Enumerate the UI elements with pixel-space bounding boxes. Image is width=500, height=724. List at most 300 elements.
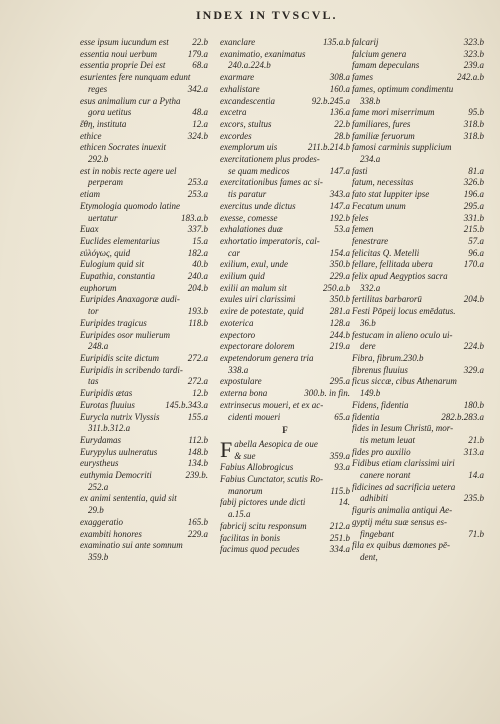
entry-term: ethice (80, 130, 102, 141)
entry-term: 234.a (360, 154, 381, 165)
entry-term: euthymia Democriti (80, 470, 152, 481)
index-entry (352, 400, 484, 412)
entry-term: ficus siccæ, cibus Athenarum (352, 376, 457, 387)
index-entry (80, 294, 208, 306)
entry-term: gora uetitus (88, 107, 132, 118)
page-reference: 337.b (187, 224, 208, 235)
index-entry (220, 400, 350, 412)
page-reference: 251.b (329, 532, 350, 543)
entry-term: fabij pictores unde dicti (220, 497, 306, 508)
index-entry (220, 201, 350, 213)
entry-term: fenestrare (352, 235, 389, 246)
page-reference: 250.a.b (323, 282, 350, 293)
entry-term: fidentia (352, 411, 380, 422)
index-entry (220, 236, 350, 248)
page-reference: 253.a (187, 189, 208, 200)
entry-term: fatum, necessitas (352, 177, 414, 188)
index-entry (352, 552, 484, 564)
index-entry (352, 353, 484, 365)
index-entry (80, 435, 208, 447)
entry-term: Fabius Allobrogicus (220, 462, 294, 473)
entry-term: expostulare (220, 376, 262, 387)
page-reference: 170.a (463, 259, 484, 270)
index-entry (352, 72, 484, 84)
entry-term: exesse, comesse (220, 212, 278, 223)
entry-term: Euax (80, 224, 99, 235)
entry-term: dent, (360, 551, 378, 562)
entry-term: 338.b (360, 95, 381, 106)
index-entry (220, 509, 350, 521)
entry-term: fellare, fellitada ubera (352, 259, 433, 270)
entry-term: fides in Iesum Christū, mor- (352, 423, 454, 434)
index-entry (352, 376, 484, 388)
page-reference: 323.b (463, 37, 484, 47)
page-reference: 196.a (463, 189, 484, 200)
index-entry (220, 271, 350, 283)
index-entry (352, 283, 484, 295)
page-reference: 147.a (329, 165, 350, 176)
entry-term: exules uiri clarissimi (220, 294, 296, 305)
index-entry (80, 517, 208, 529)
index-entry (80, 177, 208, 189)
index-column-1 (80, 37, 208, 564)
page-reference: 239.a (463, 60, 484, 71)
index-entry (220, 96, 350, 108)
index-entry (80, 458, 208, 470)
entry-term: 240.a.224.b (228, 60, 271, 71)
index-entry (352, 388, 484, 400)
page-reference: 313.a (463, 446, 484, 457)
index-entry (80, 84, 208, 96)
index-entry (220, 248, 350, 260)
index-entry (352, 119, 484, 131)
entry-term: esus animalium cur a Pytha (80, 95, 181, 106)
index-entry (80, 37, 208, 49)
index-entry (220, 84, 350, 96)
entry-term: expectoro (220, 329, 256, 340)
entry-term: Eurotas fluuius (80, 399, 135, 410)
page-reference: 272.a (187, 352, 208, 363)
index-entry (352, 107, 484, 119)
page-reference: 282.b.283.a (441, 411, 484, 422)
entry-term: tis paratur (228, 189, 267, 200)
index-entry (80, 353, 208, 365)
entry-term: fides pro auxilio (352, 446, 411, 457)
entry-term: exanclare (220, 37, 256, 47)
index-entry (220, 388, 350, 400)
index-entry (352, 201, 484, 213)
index-entry (352, 259, 484, 271)
index-entry (80, 189, 208, 201)
index-entry (80, 376, 208, 388)
entry-term: fames (352, 72, 373, 83)
index-entry (80, 365, 208, 377)
page-reference: 183.a.b (181, 212, 208, 223)
entry-term: excors, stultus (220, 118, 272, 129)
index-entry (220, 330, 350, 342)
page-reference: 57.a (468, 235, 484, 246)
entry-term: car (228, 247, 240, 258)
entry-term: eurystheus (80, 458, 119, 469)
index-entry (352, 84, 484, 96)
index-entry (80, 552, 208, 564)
entry-term: externa bona (220, 388, 268, 399)
entry-term: extrinsecus moueri, et ex ac- (220, 399, 324, 410)
entry-term: 292.b (88, 154, 109, 165)
index-entry (80, 131, 208, 143)
entry-term: femen (352, 224, 374, 235)
entry-term: Euripidis ætas (80, 388, 133, 399)
section-letter: F (282, 425, 288, 436)
index-entry (80, 142, 208, 154)
entry-term: facilitas in bonis (220, 532, 281, 543)
entry-term: essentia noui uerbum (80, 48, 157, 59)
page-reference: 180.b (463, 399, 484, 410)
index-entry (352, 224, 484, 236)
page-reference: 329.a (463, 364, 484, 375)
index-entry (352, 189, 484, 201)
index-entry (352, 318, 484, 330)
index-entry (220, 60, 350, 72)
entry-term: uertatur (88, 212, 118, 223)
index-entry (220, 154, 350, 166)
entry-term: figuris animalia antiqui Ae- (352, 505, 453, 516)
index-entry (220, 37, 350, 49)
entry-term: perperam (88, 177, 123, 188)
page-reference: 242.a.b (457, 72, 484, 83)
page-reference: 12.b (192, 388, 208, 399)
page-reference: 350.b (329, 294, 350, 305)
index-entry (80, 72, 208, 84)
index-entry (220, 497, 350, 509)
page-reference: 318.b (463, 118, 484, 129)
index-entry (80, 213, 208, 225)
index-entry (352, 517, 484, 529)
index-entry (220, 533, 350, 545)
entry-term: ἔθη, instituta (80, 118, 127, 129)
index-entry (352, 482, 484, 494)
index-entry (80, 318, 208, 330)
entry-term: 36.b (360, 317, 376, 328)
page-reference: 179.a (187, 48, 208, 59)
index-entry (220, 189, 350, 201)
page-reference: 53.a (334, 224, 350, 235)
page-reference: 359.a (329, 450, 350, 461)
page-header: INDEX IN TVSCVL. (196, 8, 338, 22)
page-reference: 324.b (187, 130, 208, 141)
page-reference: 28.b (334, 130, 350, 141)
index-entry (352, 213, 484, 225)
page-reference: 253.a (187, 177, 208, 188)
index-entry (220, 142, 350, 154)
entry-term: adhibiti (360, 493, 389, 504)
index-entry (220, 294, 350, 306)
page-reference: 135.a.b (323, 37, 350, 47)
page-reference: 212.a (329, 520, 350, 531)
index-entry (80, 119, 208, 131)
page-reference: 22.b (334, 118, 350, 129)
page-reference: 300.b. in fin. (304, 388, 350, 399)
entry-term: Euripides tragicus (80, 317, 147, 328)
index-entry (80, 49, 208, 61)
page-reference: 71.b (468, 528, 484, 539)
index-entry (352, 177, 484, 189)
page-reference: 134.b (187, 458, 208, 469)
page-reference: 240.a (187, 271, 208, 282)
entry-term: Fabius Cunctator, scutis Ro- (220, 474, 323, 485)
entry-term: exilium quid (220, 271, 265, 282)
page-reference: 182.a (187, 247, 208, 258)
index-entry (352, 493, 484, 505)
page-reference: 229.a (187, 528, 208, 539)
page-reference: 21.b (468, 434, 484, 445)
index-entry (80, 107, 208, 119)
entry-term: abella Aesopica de oue (234, 438, 318, 449)
entry-term: Eurypylus uulneratus (80, 446, 158, 457)
entry-term: exoterica (220, 317, 254, 328)
index-entry (352, 236, 484, 248)
entry-term: 359.b (88, 551, 109, 562)
index-entry (80, 201, 208, 213)
index-entry (352, 505, 484, 517)
entry-term: examinatio sui ante somnum (80, 540, 183, 551)
index-entry (352, 423, 484, 435)
index-entry (220, 521, 350, 533)
index-entry (220, 365, 350, 377)
entry-term: 311.b.312.a (88, 423, 131, 434)
index-entry (220, 474, 350, 486)
index-entry (80, 505, 208, 517)
index-entry (220, 119, 350, 131)
index-entry (220, 353, 350, 365)
entry-term: expectorare dolorem (220, 341, 295, 352)
index-entry (80, 283, 208, 295)
index-entry (352, 529, 484, 541)
index-entry (352, 412, 484, 424)
entry-term: fingebant (360, 528, 394, 539)
page-reference: 193.b (187, 306, 208, 317)
entry-term: festucam in alieno oculo ui- (352, 329, 453, 340)
index-entry (80, 482, 208, 494)
page-reference: 272.a (187, 376, 208, 387)
entry-term: fila ex quibus dæmones pē- (352, 540, 450, 551)
page-reference: 204.b (187, 282, 208, 293)
index-entry (352, 96, 484, 108)
index-entry (352, 271, 484, 283)
entry-term: εὐλόγως, quid (80, 247, 131, 258)
entry-term: Euclides elementarius (80, 235, 160, 246)
page-reference: 112.b (188, 434, 208, 445)
page-reference: 192.b (329, 212, 350, 223)
page-reference: 318.b (463, 130, 484, 141)
index-entry (220, 131, 350, 143)
entry-term: excandescentia (220, 95, 275, 106)
entry-term: exambiti honores (80, 528, 142, 539)
page-reference: 219.a (329, 341, 350, 352)
entry-term: Eurycla nutrix Vlyssis (80, 411, 160, 422)
entry-term: famosi carminis supplicium (352, 142, 452, 153)
index-entry (352, 365, 484, 377)
index-entry (352, 435, 484, 447)
page-reference: 244.b (329, 329, 350, 340)
entry-term: excordes (220, 130, 252, 141)
page-reference: 342.a (187, 83, 208, 94)
page-reference: 229.a (329, 271, 350, 282)
index-entry (352, 341, 484, 353)
index-entry (220, 306, 350, 318)
index-entry (80, 529, 208, 541)
entry-term: exhortatio imperatoris, cal- (220, 235, 320, 246)
index-entry (220, 224, 350, 236)
page-reference: 15.a (192, 235, 208, 246)
index-entry (80, 470, 208, 482)
index-entry (220, 49, 350, 61)
entry-term: esse ipsum iucundum est (80, 37, 169, 47)
entry-term: est in nobis recte agere uel (80, 165, 177, 176)
index-entry (352, 540, 484, 552)
index-entry (220, 451, 350, 463)
page-reference: 326.b (463, 177, 484, 188)
index-entry (352, 60, 484, 72)
entry-term: Euripides osor mulierum (80, 329, 170, 340)
entry-term: excetra (220, 107, 247, 118)
index-entry (352, 294, 484, 306)
entry-term: exercitus unde dictus (220, 200, 296, 211)
page-reference: 331.b (463, 212, 484, 223)
page-reference: 95.b (468, 107, 484, 118)
drop-cap: F (220, 436, 233, 462)
entry-term: Euripides Anaxagoræ audi- (80, 294, 180, 305)
index-entry (352, 447, 484, 459)
page-reference: 343.a (329, 189, 350, 200)
page-reference: 145.b.343.a (165, 399, 208, 410)
entry-term: Euripidis scite dictum (80, 352, 159, 363)
page-reference: 118.b (188, 317, 208, 328)
index-entry (80, 154, 208, 166)
index-entry (80, 540, 208, 552)
index-entry (220, 107, 350, 119)
entry-term: exercitationem plus prodes- (220, 154, 320, 165)
entry-term: fato stat Iuppiter ipse (352, 189, 430, 200)
entry-term: essentia proprie Dei est (80, 60, 166, 71)
page-reference: 147.a (329, 200, 350, 211)
entry-term: exanimatio, exanimatus (220, 48, 306, 59)
entry-term: exarmare (220, 72, 255, 83)
page-reference: 14.a (468, 470, 484, 481)
entry-term: 29.b (88, 505, 104, 516)
index-entry (220, 318, 350, 330)
page-reference: 128.a (329, 317, 350, 328)
page-reference: 115.b (330, 485, 350, 496)
entry-term: fasti (352, 165, 368, 176)
index-column-2 (220, 37, 350, 556)
entry-term: exhalationes duæ (220, 224, 283, 235)
entry-term: exemplorum uis (220, 142, 278, 153)
entry-term: euphorum (80, 282, 117, 293)
entry-term: exilii an malum sit (220, 282, 287, 293)
index-entry (352, 248, 484, 260)
page-reference: 224.b (463, 341, 484, 352)
entry-term: exercitationibus fames ac si- (220, 177, 323, 188)
index-entry (352, 458, 484, 470)
page-reference: 165.b (187, 516, 208, 527)
entry-term: 252.a (88, 481, 109, 492)
index-entry (80, 306, 208, 318)
entry-term: famam depeculans (352, 60, 420, 71)
page-reference: 148.b (187, 446, 208, 457)
index-entry (80, 330, 208, 342)
index-entry (220, 72, 350, 84)
index-entry (352, 306, 484, 318)
entry-term: se quam medicos (228, 165, 290, 176)
index-entry (220, 259, 350, 271)
page-reference: 136.a (329, 107, 350, 118)
page-reference: 308.a (329, 72, 350, 83)
page-reference: 12.a (192, 118, 208, 129)
index-entry (80, 236, 208, 248)
page-reference: 295.a (463, 200, 484, 211)
page-reference: 65.a (334, 411, 350, 422)
index-entry (220, 462, 350, 474)
index-entry (80, 388, 208, 400)
entry-term: Eupathia, constantia (80, 271, 155, 282)
index-entry (220, 376, 350, 388)
page-reference: 48.a (192, 107, 208, 118)
entry-term: fertilitas barbarorū (352, 294, 422, 305)
entry-term: tas (88, 376, 99, 387)
index-entry (80, 423, 208, 435)
entry-term: falcium genera (352, 48, 407, 59)
entry-term: exilium, exul, unde (220, 259, 288, 270)
entry-term: exire de potestate, quid (220, 306, 304, 317)
entry-term: ethicen Socrates inuexit (80, 142, 166, 153)
entry-term: fabricij scitu responsum (220, 520, 307, 531)
entry-term: Festi Pōpeij locus emēdatus. (352, 306, 456, 317)
entry-term: falcarij (352, 37, 379, 47)
index-entry (352, 131, 484, 143)
page-reference: 81.a (468, 165, 484, 176)
index-entry (80, 341, 208, 353)
page-reference: 93.a (334, 462, 350, 473)
index-entry (80, 248, 208, 260)
index-entry (220, 412, 350, 424)
entry-term: etiam (80, 189, 100, 200)
entry-term: familiares, fures (352, 118, 411, 129)
entry-term: tor (88, 306, 99, 317)
entry-term: Eulogium quid sit (80, 259, 145, 270)
entry-term: felix apud Aegyptios sacra (352, 271, 448, 282)
index-entry (352, 330, 484, 342)
page-reference: 239.b. (185, 470, 208, 481)
page-reference: 295.a (329, 376, 350, 387)
entry-term: Fecatum unum (352, 200, 406, 211)
entry-term: canere norant (360, 470, 411, 481)
entry-term: felicitas Q. Metelli (352, 247, 420, 258)
index-entry (220, 486, 350, 498)
entry-term: 332.a (360, 282, 381, 293)
index-entry (220, 544, 350, 556)
entry-term: cidenti moueri (228, 411, 281, 422)
index-entry (352, 154, 484, 166)
page-reference: 22.b (192, 37, 208, 47)
entry-term: Fidibus etiam clarissimi uiri (352, 458, 455, 469)
entry-term: Etymologia quomodo latine (80, 200, 180, 211)
entry-term: feles (352, 212, 369, 223)
entry-term: dere (360, 341, 376, 352)
index-entry (80, 400, 208, 412)
entry-term: exhalistare (220, 83, 260, 94)
entry-term: facimus quod pecudes (220, 544, 300, 555)
